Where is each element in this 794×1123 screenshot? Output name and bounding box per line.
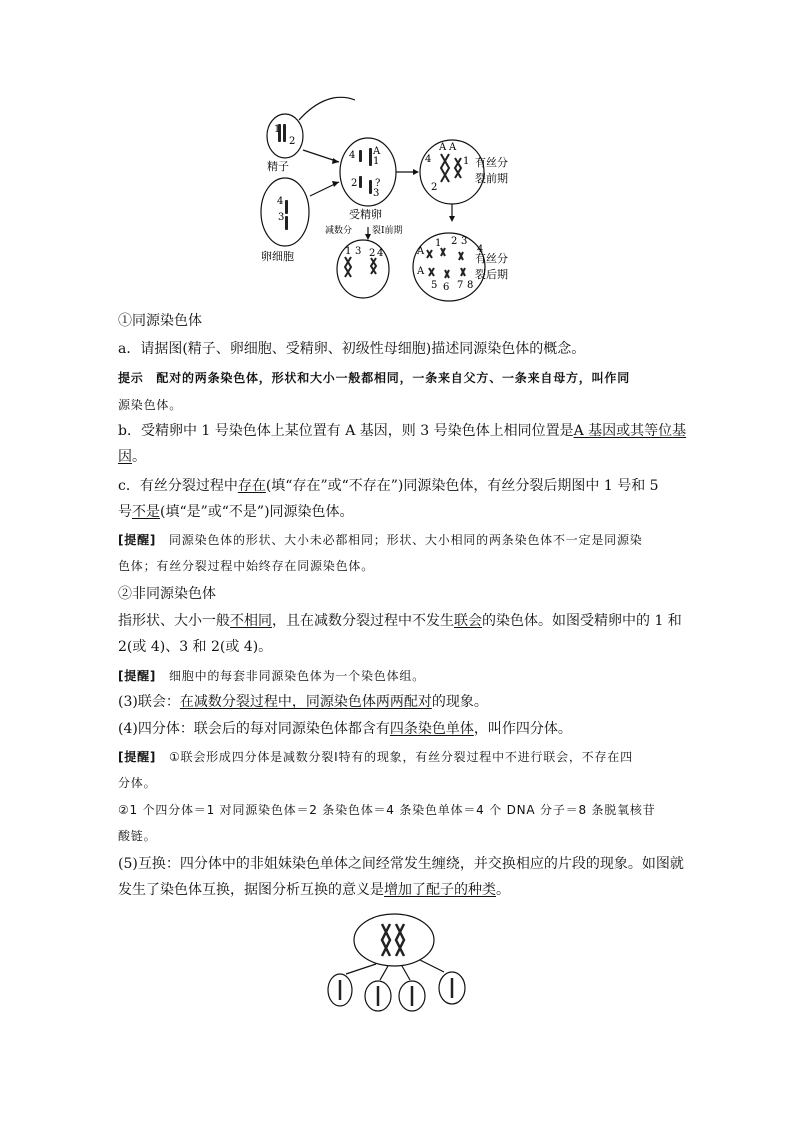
svg-text:5: 5 [431, 280, 438, 291]
answer-c2: 不是 [132, 504, 160, 520]
section2-title: ②非同源染色体 [118, 586, 216, 602]
question-c-line2: 号不是(填“是”或“不是”)同源染色体。 [118, 504, 354, 520]
svg-text:A: A [449, 142, 457, 153]
section3-synapsis: (3)联会：在减数分裂过程中，同源染色体两两配对的现象。 [118, 694, 488, 710]
svg-text:3: 3 [461, 236, 468, 247]
tip2-line1: [提醒] 细胞中的每套非同源染色体为一个染色体组。 [118, 669, 425, 683]
svg-text:A: A [417, 266, 425, 277]
tip3-line2: 分体。 [118, 776, 157, 790]
svg-text:4: 4 [477, 244, 484, 255]
sperm-tail [299, 97, 355, 120]
tip1-line1: [提醒] 同源染色体的形状、大小未必都相同；形状、大小相同的两条染色体不一定是同源染 [118, 533, 643, 547]
crossing-over-figure [310, 912, 490, 1012]
tip3-line3: ②1 个四分体＝1 对同源染色体＝2 条染色体＝4 条染色单体＝4 个 DNA 分子＝8 条脱氧核苷 [118, 803, 656, 817]
svg-text:裂Ⅰ前期: 裂Ⅰ前期 [372, 226, 403, 236]
svg-text:2: 2 [451, 236, 458, 247]
svg-text:3: 3 [355, 246, 362, 257]
svg-text:2: 2 [369, 248, 376, 259]
svg-text:裂后期: 裂后期 [475, 268, 508, 281]
question-a: a．请据图(精子、卵细胞、受精卵、初级性母细胞)描述同源染色体的概念。 [118, 341, 586, 357]
svg-text:1: 1 [274, 124, 281, 135]
zygote-cell [340, 138, 396, 206]
section2-line2: 2(或 4)、3 和 2(或 4)。 [118, 639, 273, 655]
label-sperm: 精子 [267, 160, 289, 173]
label-egg: 卵细胞 [261, 250, 294, 263]
section1-title: ①同源染色体 [118, 313, 202, 329]
answer-c1: 存在 [237, 478, 266, 494]
svg-text:1: 1 [345, 246, 352, 257]
svg-text:3: 3 [373, 188, 380, 199]
svg-text:A: A [373, 146, 381, 157]
svg-text:A: A [417, 246, 425, 257]
question-c-line1: c．有丝分裂过程中存在(填“存在”或“不存在”)同源染色体，有丝分裂后期图中 1 号和 5 [118, 478, 659, 494]
svg-text:4: 4 [277, 196, 284, 207]
svg-text:4: 4 [349, 150, 356, 161]
svg-text:减数分: 减数分 [325, 226, 353, 236]
svg-text:6: 6 [443, 282, 450, 293]
svg-text:1: 1 [463, 156, 470, 167]
tip1-line2: 色体；有丝分裂过程中始终存在同源染色体。 [118, 559, 375, 573]
hint-a-line1: 提示 配对的两条染色体，形状和大小一般都相同，一条来自父方、一条来自母方，叫作同 [118, 371, 631, 385]
section5-line1: (5)互换：四分体中的非姐妹染色单体之间经常发生缠绕，并交换相应的片段的现象。如图就 [118, 856, 684, 872]
svg-text:2: 2 [289, 136, 296, 147]
homologous-chromosome-figure [255, 92, 508, 304]
svg-text:4: 4 [425, 154, 432, 165]
svg-text:8: 8 [467, 280, 474, 291]
svg-text:2: 2 [431, 182, 438, 193]
svg-text:A: A [439, 142, 447, 153]
svg-text:3: 3 [278, 212, 285, 223]
tetrad-cell [354, 914, 434, 966]
svg-text:1: 1 [435, 238, 442, 249]
tip3-line4: 酸链。 [118, 829, 157, 843]
label-zygote: 受精卵 [349, 208, 382, 221]
hint-a-line2: 源染色体。 [118, 398, 183, 412]
svg-text:7: 7 [457, 280, 464, 291]
section5-line2: 发生了染色体互换，据图分析互换的意义是增加了配子的种类。 [118, 882, 510, 898]
question-b-line1: b．受精卵中 1 号染色体上某位置有 A 基因，则 3 号染色体上相同位置是A 基因或其等位基 [118, 423, 687, 439]
svg-text:2: 2 [351, 178, 358, 189]
svg-text:有丝分: 有丝分 [475, 252, 508, 265]
question-b-line2: 因。 [118, 449, 146, 465]
svg-text:1: 1 [373, 156, 380, 167]
section4-tetrad: (4)四分体：联会后的每对同源染色体都含有四条染色单体，叫作四分体。 [118, 721, 572, 737]
answer-b: A 基因或其等位基 [573, 423, 687, 439]
tip3-line1: [提醒] ①联会形成四分体是减数分裂Ⅰ特有的现象，有丝分裂过程中不进行联会，不存在四 [118, 750, 633, 764]
section2-line1: 指形状、大小一般不相同，且在减数分裂过程中不发生联会的染色体。如图受精卵中的 1 和 [118, 613, 682, 629]
svg-text:有丝分: 有丝分 [475, 156, 508, 169]
svg-text:?: ? [375, 178, 381, 189]
svg-text:4: 4 [377, 248, 384, 259]
svg-text:裂前期: 裂前期 [475, 172, 508, 185]
